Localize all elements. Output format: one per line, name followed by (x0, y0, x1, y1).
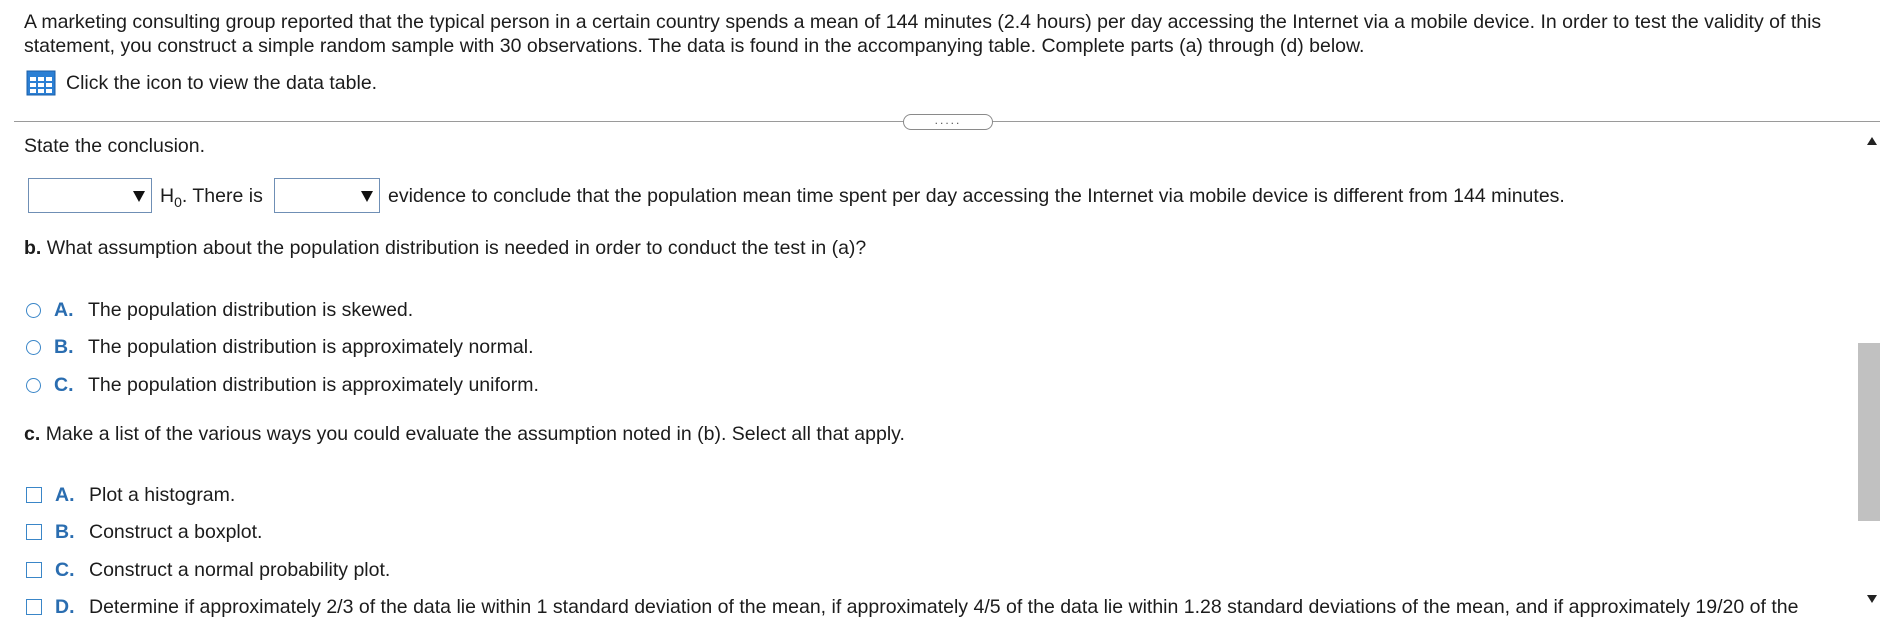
part-c-text: Make a list of the various ways you could evaluate the assumption noted in (b). Select all that apply. (45, 423, 905, 445)
chevron-down-icon (129, 181, 149, 210)
option-text: The population distribution is skewed. (88, 298, 414, 321)
option-letter: A. (54, 298, 74, 321)
option-text: Construct a normal probability plot. (89, 558, 391, 581)
option-text: Plot a histogram. (89, 483, 236, 506)
part-c-option-c[interactable] (26, 557, 390, 583)
scroll-up-arrow-icon[interactable] (1864, 135, 1880, 147)
scroll-down-arrow-icon[interactable] (1864, 593, 1880, 605)
checkbox[interactable] (26, 599, 42, 615)
radio-button[interactable] (26, 378, 41, 393)
question-pane (0, 123, 1855, 623)
h0-symbol: H (160, 185, 175, 207)
checkbox[interactable] (26, 524, 42, 540)
there-is-text: . There is (181, 185, 263, 207)
part-c-option-a[interactable] (26, 482, 235, 508)
part-c-option-b[interactable] (26, 519, 262, 545)
null-hypothesis-label (160, 185, 263, 210)
part-c-option-d[interactable] (26, 594, 1798, 620)
part-b-option-c[interactable] (26, 372, 539, 398)
view-data-table-label[interactable]: Click the icon to view the data table. (66, 71, 378, 94)
part-b-label: b. (24, 237, 42, 259)
option-letter: D. (55, 595, 75, 618)
pane-splitter-handle[interactable]: ..... (903, 114, 993, 130)
option-letter: A. (55, 483, 75, 506)
checkbox[interactable] (26, 487, 42, 503)
option-letter: C. (55, 558, 75, 581)
problem-statement (24, 10, 1854, 58)
conclusion-tail: evidence to conclude that the population mean time spent per day accessing the Internet via mobile device is different from 144 minutes. (388, 185, 1565, 207)
part-b-question (24, 237, 866, 260)
option-text: The population distribution is approximately normal. (88, 335, 534, 358)
h0-subscript: 0 (174, 193, 182, 210)
option-text: Determine if approximately 2/3 of the data lie within 1 standard deviation of the mean, if approximately 4/5 of the data lie within 1.28 standard deviations of the mean, and if approximately 19/20 of the (89, 595, 1799, 618)
problem-line-2: statement, you construct a simple random sample with 30 observations. The data is found in the accompanying table. Complete parts (a) through (d) below. (24, 35, 1365, 57)
view-data-table-link[interactable] (26, 70, 377, 96)
table-icon[interactable] (26, 70, 56, 96)
radio-button[interactable] (26, 340, 41, 355)
scrollbar-thumb[interactable] (1858, 343, 1880, 521)
chevron-down-icon (357, 181, 377, 210)
option-letter: B. (55, 520, 75, 543)
part-c-question (24, 423, 905, 446)
option-letter: C. (54, 373, 74, 396)
radio-button[interactable] (26, 303, 41, 318)
option-text: The population distribution is approximately uniform. (88, 373, 539, 396)
evidence-dropdown[interactable] (274, 178, 380, 213)
checkbox[interactable] (26, 562, 42, 578)
part-b-option-a[interactable] (26, 297, 413, 323)
vertical-scrollbar[interactable] (1855, 123, 1889, 623)
reject-decision-dropdown[interactable] (28, 178, 152, 213)
part-b-text: What assumption about the population distribution is needed in order to conduct the test in (a)? (46, 237, 867, 259)
conclusion-prompt: State the conclusion. (24, 135, 206, 157)
option-letter: B. (54, 335, 74, 358)
option-text: Construct a boxplot. (89, 520, 263, 543)
problem-line-1: A marketing consulting group reported that the typical person in a certain country spends a mean of 144 minutes (2.4 hours) per day accessing the Internet via a mobile device. In order to test the validity of this (24, 11, 1822, 33)
part-b-option-b[interactable] (26, 334, 533, 360)
part-c-label: c. (24, 423, 41, 445)
